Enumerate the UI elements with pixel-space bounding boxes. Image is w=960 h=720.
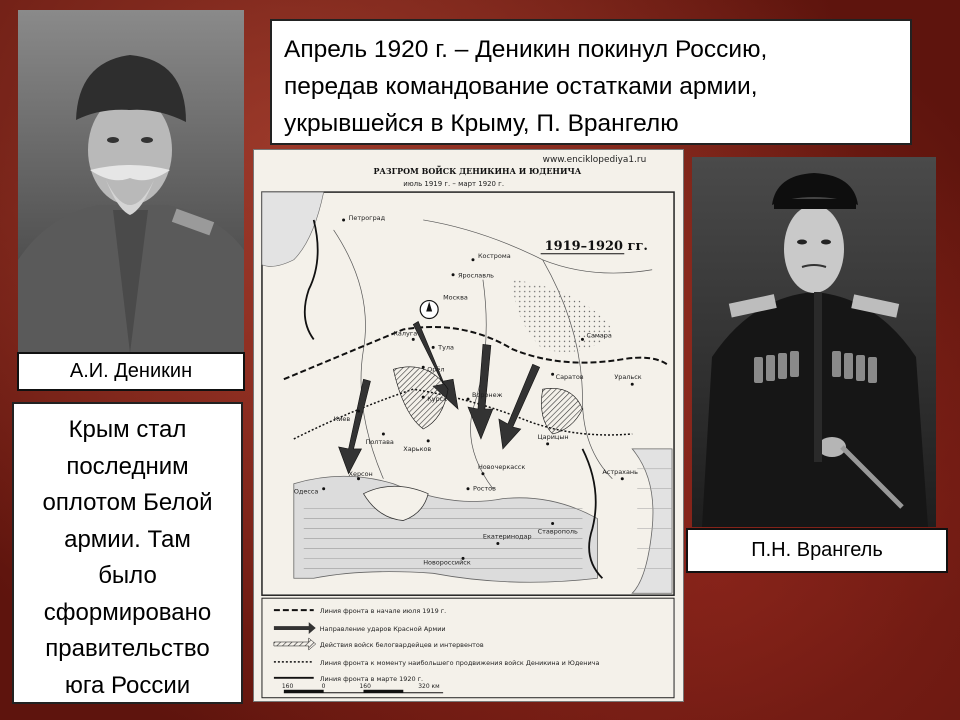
- svg-text:320 км: 320 км: [418, 682, 440, 690]
- fact-line: последним: [66, 452, 189, 480]
- map-drawing: [254, 150, 683, 701]
- svg-text:Кострома: Кострома: [477, 251, 511, 260]
- denikin-caption: А.И. Деникин: [17, 352, 245, 391]
- svg-text:160: 160: [281, 682, 294, 690]
- svg-text:160: 160: [359, 682, 371, 690]
- svg-text:Новороссийск: Новороссийск: [423, 558, 471, 567]
- svg-text:Харьков: Харьков: [403, 444, 432, 453]
- svg-text:Царицын: Царицын: [537, 432, 569, 441]
- denikin-portrait: [18, 10, 244, 353]
- svg-text:Ярославль: Ярославль: [458, 271, 494, 280]
- fact-line: правительство: [45, 635, 210, 662]
- map-title: РАЗГРОМ ВОЙСК ДЕНИКИНА И ЮДЕНИЧА: [373, 167, 582, 177]
- svg-text:Новочеркасск: Новочеркасск: [477, 462, 526, 471]
- legend-item: Действия войск белогвардейцев и интервентов: [319, 640, 484, 649]
- fact-text-box: [12, 402, 243, 704]
- wrangel-caption: П.Н. Врангель: [686, 528, 948, 573]
- svg-text:Калуга: Калуга: [393, 329, 418, 338]
- svg-text:Тула: Тула: [438, 343, 454, 352]
- svg-text:Петроград: Петроград: [348, 213, 386, 222]
- svg-text:Воронеж: Воронеж: [471, 391, 503, 400]
- historical-map: [253, 149, 684, 702]
- svg-text:Саратов: Саратов: [555, 373, 584, 382]
- map-watermark: www.enciklopediya1.ru: [542, 155, 647, 166]
- svg-text:Курск: Курск: [427, 395, 448, 404]
- svg-text:Киев: Киев: [333, 415, 351, 424]
- map-years: 1919–1920 гг.: [544, 238, 648, 254]
- legend-item: Направление ударов Красной Армии: [319, 625, 446, 634]
- svg-text:Самара: Самара: [586, 331, 612, 340]
- fact-line: Крым стал: [68, 416, 187, 443]
- fact-line: было: [98, 562, 157, 589]
- fact-line: армии. Там: [64, 525, 191, 553]
- fact-line: оплотом Белой: [42, 489, 213, 516]
- title-line-3: укрывшейся в Крыму, П. Врангелю: [284, 110, 679, 137]
- title-line-2: передав командование остатками армии,: [284, 73, 758, 100]
- slide-title: [270, 19, 912, 145]
- title-line-1: Апрель 1920 г. – Деникин покинул Россию,: [284, 36, 768, 63]
- svg-text:Одесса: Одесса: [293, 487, 319, 496]
- legend-item: Линия фронта в начале июля 1919 г.: [319, 607, 447, 616]
- svg-text:Орёл: Орёл: [427, 365, 445, 374]
- svg-text:Ростов: Ростов: [472, 484, 496, 493]
- svg-text:Херсон: Херсон: [348, 469, 373, 478]
- svg-text:Астрахань: Астрахань: [602, 467, 638, 476]
- svg-text:Полтава: Полтава: [365, 437, 394, 446]
- svg-text:0: 0: [321, 682, 326, 690]
- svg-text:Уральск: Уральск: [614, 373, 642, 382]
- svg-text:Екатеринодар: Екатеринодар: [482, 532, 532, 541]
- fact-line: сформировано: [43, 598, 212, 626]
- svg-text:Ставрополь: Ставрополь: [537, 527, 578, 536]
- wrangel-portrait: [692, 157, 936, 527]
- svg-text:Москва: Москва: [443, 293, 468, 302]
- map-subtitle: июль 1919 г. – март 1920 г.: [403, 180, 505, 189]
- legend-item: Линия фронта к моменту наибольшего продвижения войск Деникина и Юденича: [319, 658, 600, 667]
- legend-item: Линия фронта в марте 1920 г.: [319, 674, 424, 683]
- fact-line: юга России: [64, 671, 191, 699]
